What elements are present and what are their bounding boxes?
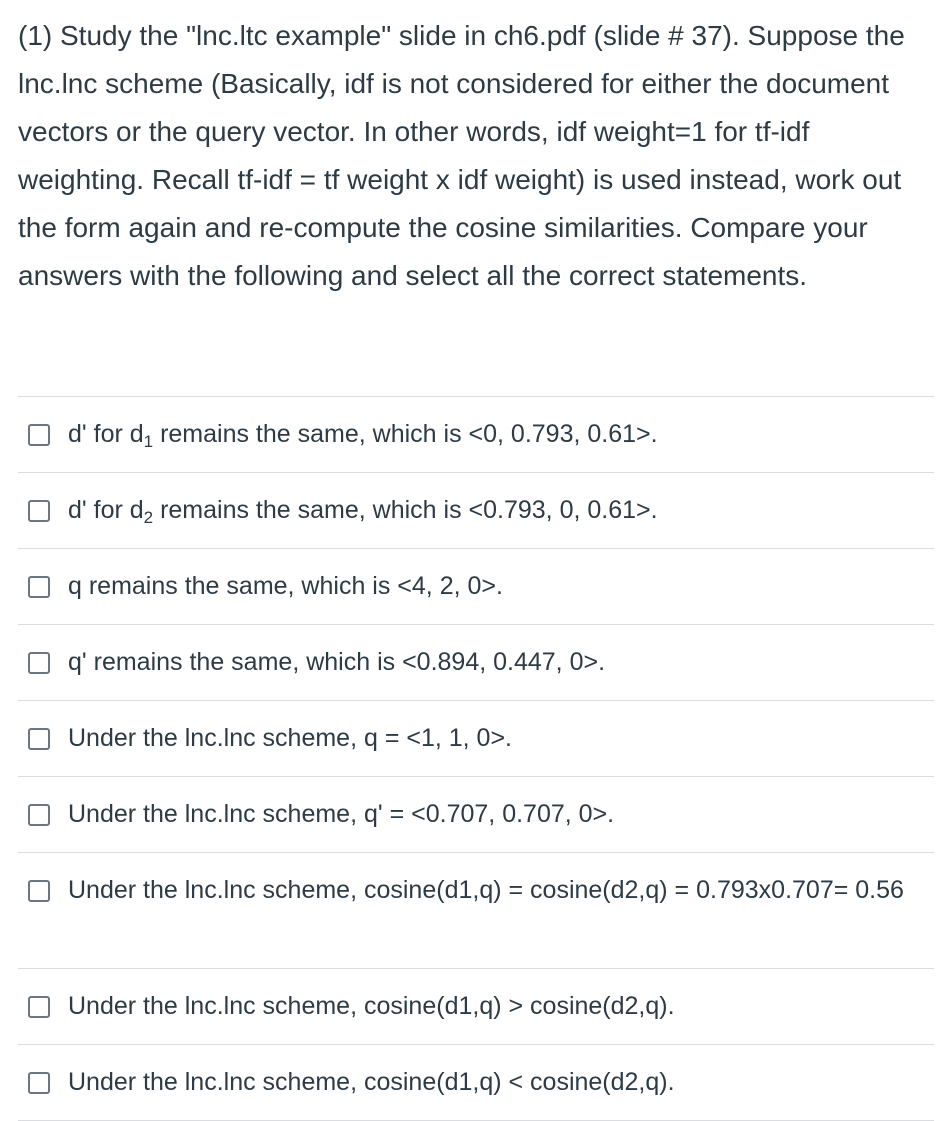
answer-label-5[interactable]: Under the lnc.lnc scheme, q = <1, 1, 0>. [68, 724, 513, 752]
answer-label-4[interactable]: q' remains the same, which is <0.894, 0.447, 0>. [68, 648, 606, 676]
answer-label-7[interactable]: Under the lnc.lnc scheme, cosine(d1,q) = cosine(d2,q) = 0.793x0.707= 0.56 [68, 876, 904, 904]
checkbox-option-6[interactable] [28, 804, 50, 826]
question-text: (1) Study the "lnc.ltc example" slide in ch6.pdf (slide # 37). Suppose the lnc.lnc scheme (Basically, idf is not considered for either the document vectors or the query vector. In other words, idf weight=1 for tf-idf weighting. Recall tf-idf = tf weight x idf weight) is used instead, work out the form again and re-compute the cosine similarities. Compare your answers with the following and select all the correct statements. [18, 20, 905, 291]
checkbox-option-1[interactable] [28, 424, 50, 446]
checkbox-option-4[interactable] [28, 652, 50, 674]
answer-label-1-pre: d' for d [68, 420, 144, 448]
answer-label-3[interactable]: q remains the same, which is <4, 2, 0>. [68, 572, 503, 600]
answer-label-8[interactable]: Under the lnc.lnc scheme, cosine(d1,q) > cosine(d2,q). [68, 992, 675, 1020]
answer-label-2-sub: 2 [143, 508, 154, 527]
answer-option-2[interactable] [18, 473, 934, 549]
answer-option-5[interactable] [18, 701, 934, 777]
answer-option-8[interactable] [18, 969, 934, 1045]
answer-option-9[interactable] [18, 1045, 934, 1121]
checkbox-option-5[interactable] [28, 728, 50, 750]
answer-label-2[interactable] [68, 490, 924, 530]
answer-label-1-post: remains the same, which is <0, 0.793, 0.61>. [153, 420, 658, 448]
answer-option-7[interactable] [18, 853, 934, 969]
answer-option-4[interactable] [18, 625, 934, 701]
checkbox-option-2[interactable] [28, 500, 50, 522]
answer-label-2-post: remains the same, which is <0.793, 0, 0.61>. [153, 496, 658, 524]
answer-label-2-pre: d' for d [68, 496, 144, 524]
checkbox-option-7[interactable] [28, 880, 50, 902]
answer-label-1[interactable] [68, 414, 924, 454]
answer-option-1[interactable] [18, 397, 934, 473]
answer-option-3[interactable] [18, 549, 934, 625]
answer-label-1-sub: 1 [143, 432, 154, 451]
checkbox-option-9[interactable] [28, 1072, 50, 1094]
answer-option-6[interactable] [18, 777, 934, 853]
answer-label-6[interactable]: Under the lnc.lnc scheme, q' = <0.707, 0.707, 0>. [68, 800, 615, 828]
checkbox-option-8[interactable] [28, 996, 50, 1018]
answer-list [18, 396, 934, 1121]
checkbox-option-3[interactable] [28, 576, 50, 598]
answer-label-9[interactable]: Under the lnc.lnc scheme, cosine(d1,q) < cosine(d2,q). [68, 1068, 675, 1096]
